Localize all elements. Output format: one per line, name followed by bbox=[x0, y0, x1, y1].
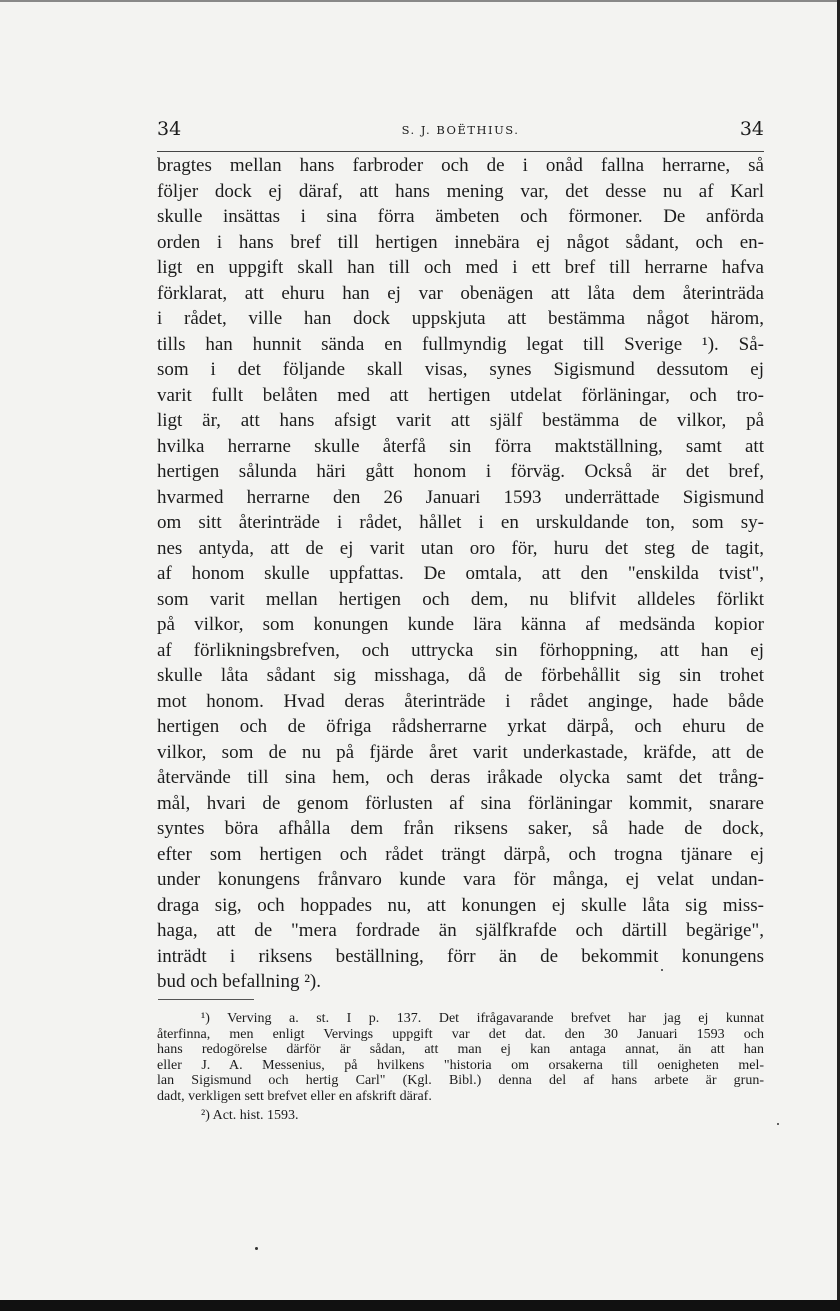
body-line: efter som hertigen och rådet trängt därpå, och trogna tjänare ej bbox=[157, 843, 764, 865]
header-rule bbox=[157, 151, 764, 152]
body-line: draga sig, och hoppades nu, att konungen ej skulle låta sig miss- bbox=[157, 894, 764, 916]
body-line: orden i hans bref till hertigen innebära ej något sådant, och en- bbox=[157, 231, 764, 253]
body-line: skulle låta sådant sig misshaga, då de förbehållit sig sin trohet bbox=[157, 665, 764, 686]
page-header bbox=[157, 118, 764, 146]
footnotes bbox=[157, 1011, 764, 1124]
body-line: som i det följande skall visas, synes Sigismund dessutom ej bbox=[157, 359, 764, 380]
scan-speck bbox=[661, 969, 663, 971]
body-line: i rådet, ville han dock uppskjuta att bestämma något härom, bbox=[157, 308, 764, 329]
body-line: följer dock ej däraf, att hans mening var, det desse nu af Karl bbox=[157, 180, 764, 202]
footnote-1-line: dadt, verkligen sett brefvet eller en afskrift däraf. bbox=[157, 1088, 432, 1104]
body-line: inträdt i riksens beställning, förr än de bekommit konungens bbox=[157, 945, 764, 967]
footnote-1-line: lan Sigismund och hertig Carl" (Kgl. Bibl.) denna del af hans arbete är grun- bbox=[157, 1073, 764, 1088]
body-line: hertigen och de öfriga rådsherrarne yrkat därpå, och ehuru de bbox=[157, 716, 764, 737]
page-number-left: 34 bbox=[157, 118, 182, 140]
body-line: som varit mellan hertigen och dem, nu blifvit alldeles förlikt bbox=[157, 588, 764, 610]
scan-speck bbox=[255, 1247, 258, 1250]
body-line: bud och befallning ²). bbox=[157, 971, 321, 992]
body-line: af förlikningsbrefven, och uttrycka sin förhoppning, att han ej bbox=[157, 639, 764, 661]
scan-bottom-edge bbox=[0, 1300, 840, 1311]
footnote-1-line: hans redogörelse därför är sådan, att man ej kan antaga annat, än att han bbox=[157, 1042, 764, 1057]
body-line: hvilka herrarne skulle återfå sin förra maktställning, samt att bbox=[157, 435, 764, 457]
page-top-edge bbox=[0, 0, 840, 2]
footnote-1-line: återfinna, men enligt Vervings uppgift var det dat. den 30 Januari 1593 och bbox=[157, 1026, 764, 1042]
scan-speck bbox=[777, 1123, 779, 1125]
body-line: ligt är, att hans afsigt varit att själf bestämma de vilkor, på bbox=[157, 410, 764, 431]
running-title: S. J. BOËTHIUS. bbox=[401, 123, 520, 137]
body-line: nes antyda, att de ej varit utan oro för, huru det steg de tagit, bbox=[157, 537, 764, 559]
body-line: syntes böra afhålla dem från riksens saker, så hade de dock, bbox=[157, 818, 764, 839]
body-line: hvarmed herrarne den 26 Januari 1593 underrättade Sigismund bbox=[157, 486, 764, 508]
body-line: mot honom. Hvad deras återinträde i rådet anginge, hade både bbox=[157, 690, 764, 712]
body-line: af honom skulle uppfattas. De omtala, att den "enskilda tvist", bbox=[157, 563, 764, 584]
footnote-1-line: ¹) Verving a. st. I p. 137. Det ifrågavarande brefvet har jag ej kunnat bbox=[201, 1011, 764, 1026]
footnote-2: ²) Act. hist. 1593. bbox=[201, 1108, 299, 1123]
body-line: ligt en uppgift skall han till och med i ett bref till herrarne hafva bbox=[157, 257, 764, 278]
page-number-right: 34 bbox=[739, 118, 764, 140]
body-line: skulle insättas i sina förra ämbeten och förmoner. De anförda bbox=[157, 206, 764, 227]
footnote-rule bbox=[158, 999, 254, 1000]
body-line: om sitt återinträde i rådet, hållet i en urskuldande ton, som sy- bbox=[157, 512, 764, 533]
body-line: vilkor, som de nu på fjärde året varit underkastade, kräfde, att de bbox=[157, 741, 764, 763]
footnote-1-line: eller J. A. Messenius, på hvilkens "historia om orsakerna till oenigheten mel- bbox=[157, 1057, 764, 1073]
body-line: under konungens frånvaro kunde vara för många, ej velat undan- bbox=[157, 869, 764, 890]
body-line: mål, hvari de genom förlusten af sina förläningar kommit, snarare bbox=[157, 792, 764, 814]
body-text bbox=[157, 153, 764, 995]
body-line: på vilkor, som konungen kunde lära känna af medsända kopior bbox=[157, 614, 764, 635]
body-line: förklarat, att ehuru han ej var obenägen att låta dem återinträda bbox=[157, 282, 764, 304]
body-line: hertigen sålunda häri gått honom i förväg. Också är det bref, bbox=[157, 461, 764, 482]
body-line: varit fullt belåten med att hertigen utdelat förläningar, och tro- bbox=[157, 384, 764, 406]
body-line: återvände till sina hem, och deras iråkade olycka samt det trång- bbox=[157, 767, 764, 788]
body-line: bragtes mellan hans farbroder och de i onåd fallna herrarne, så bbox=[157, 155, 764, 176]
body-line: tills han hunnit sända en fullmyndig legat till Sverige ¹). Så- bbox=[157, 333, 764, 355]
body-line: haga, att de "mera fordrade än själfkrafde och därtill begärige", bbox=[157, 920, 764, 941]
